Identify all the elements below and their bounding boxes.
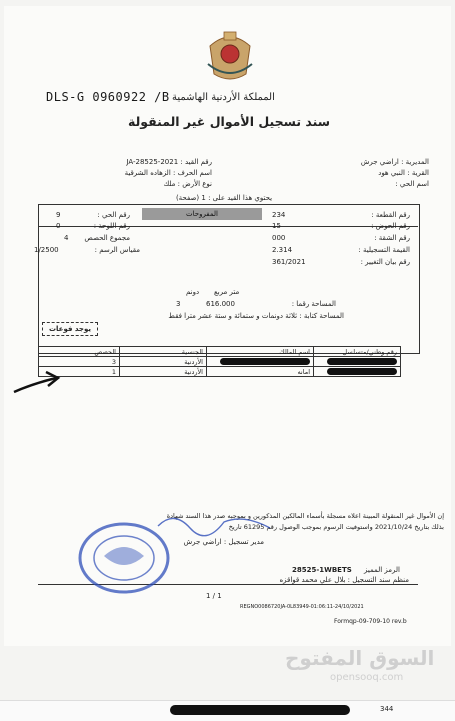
shares-cell: 1	[39, 367, 120, 377]
watermark-logo: السوق المفتوح	[285, 646, 435, 670]
handwritten-arrow-icon	[12, 368, 62, 396]
owners-table	[38, 346, 401, 388]
registered-value-row: القيمة التسجيلية :	[358, 246, 410, 254]
header-owner-name: اسم المالك	[207, 347, 314, 357]
basin-number-row: رقم الحوض :	[371, 222, 410, 230]
area-dunum-value: 3	[176, 300, 181, 308]
header-national-id: رقم وطني/متسلسل	[314, 347, 401, 357]
plate-number-row: رقم اللوحة :	[93, 222, 130, 230]
statement-line-1: إن الأموال غير المنقولة المبينة اعلاه مسجلة بأسماء المالكين المذكورين و بموجبه صدر هذا السند شهادة	[166, 512, 444, 520]
header-nationality: الجنسية	[120, 347, 207, 357]
apartment-number-value: 000	[272, 234, 286, 242]
scale-row: مقياس الرسم :	[94, 246, 140, 254]
shares-total-row: مجموع الحصص	[84, 234, 130, 242]
form-code: Formqp-09-709-10 rev.b	[334, 618, 407, 625]
neighbourhood-number-value: 9	[56, 211, 61, 219]
clerk-label: منظم سند التسجيل : بلال علي محمد قواقزه	[279, 576, 409, 584]
bottom-strip	[0, 700, 455, 721]
reference-code: REGNO0086720JA-0L83949-01:06:11-24/10/2021	[240, 604, 364, 610]
basin-number-value: 15	[272, 222, 281, 230]
land-type-row: نوع الأرض : ملك	[163, 180, 212, 188]
contains-text: يحتوي هذا القيد على : 1 (صفحة)	[175, 194, 273, 202]
district-row: اسم الحي :	[395, 180, 429, 188]
redacted-id	[327, 358, 397, 365]
registered-value-value: 2.314	[272, 246, 293, 254]
fragment-name-row: اسم الحرف : الزهاده الشرقية	[124, 169, 212, 177]
deed-document	[4, 6, 451, 646]
area-unit-dunum: دونم	[186, 288, 200, 296]
area-digits-label: المساحة رقما :	[291, 300, 336, 308]
bottom-number: 344	[380, 705, 394, 713]
statement-line-2: بذلك بتاريخ 2021/10/24 واستوفيت الرسوم بموجب الوصول رقم 61295 تاريخ	[228, 523, 444, 531]
village-row: القرية : النبي هود	[378, 169, 429, 177]
change-statement-row: رقم بيان التغيير :	[360, 258, 410, 266]
signature-scribble-icon	[154, 506, 274, 540]
header-shares: الحصص	[39, 347, 120, 357]
directorate-row: المديرية : اراضي جرش	[360, 158, 429, 166]
special-code-value: 28525-1WBETS	[292, 566, 352, 574]
change-statement-value: 361/2021	[272, 258, 306, 266]
table-header-row	[39, 347, 401, 357]
serial-number: DLS-G 0960922 /B	[46, 90, 170, 104]
special-code-label: الرمز المميز	[364, 566, 400, 574]
shares-cell: 3	[39, 357, 120, 367]
parcel-number-value: 234	[272, 211, 286, 219]
coat-of-arms-icon	[204, 24, 256, 86]
owner-name-tail: امانه	[297, 367, 310, 376]
table-row	[39, 357, 401, 367]
area-words: المساحة كتابة : ثلاثة دونمات و ستمائة و ستة عشر مترا فقط	[168, 312, 344, 320]
redacted-strip	[170, 705, 350, 715]
kingdom-name: المملكة الأردنية الهاشمية	[172, 92, 275, 103]
redacted-id	[327, 368, 397, 375]
scale-value: 1/2500	[34, 246, 59, 254]
nationality-cell: الأردنية	[120, 367, 207, 377]
watermark-url: opensooq.com	[330, 672, 404, 683]
document-title: سند تسجيل الأموال غير المنقولة	[128, 114, 330, 129]
neighbourhood-number-row: رقم الحي :	[97, 211, 130, 219]
page-indicator: 1 / 1	[206, 592, 222, 600]
record-number-row: رقم القيد : 2021-JA-28525	[126, 158, 212, 166]
area-sqm-value: 616.000	[206, 300, 235, 308]
apartment-number-row: رقم الشقة :	[374, 234, 410, 242]
redacted-name	[220, 358, 310, 365]
owner-name-label: المفروحات	[142, 208, 262, 220]
plate-number-value: 0	[56, 222, 61, 230]
area-unit-sqm: متر مربع	[214, 288, 240, 296]
table-row	[39, 367, 401, 377]
nationality-cell: الأردنية	[120, 357, 207, 367]
shares-total-value: 4	[64, 234, 69, 242]
existing-buildings-box: يوجد فوعات	[42, 322, 98, 336]
director-label: مدير تسجيل : اراضي جرش	[183, 538, 264, 546]
parcel-number-row: رقم القطعة :	[371, 211, 410, 219]
